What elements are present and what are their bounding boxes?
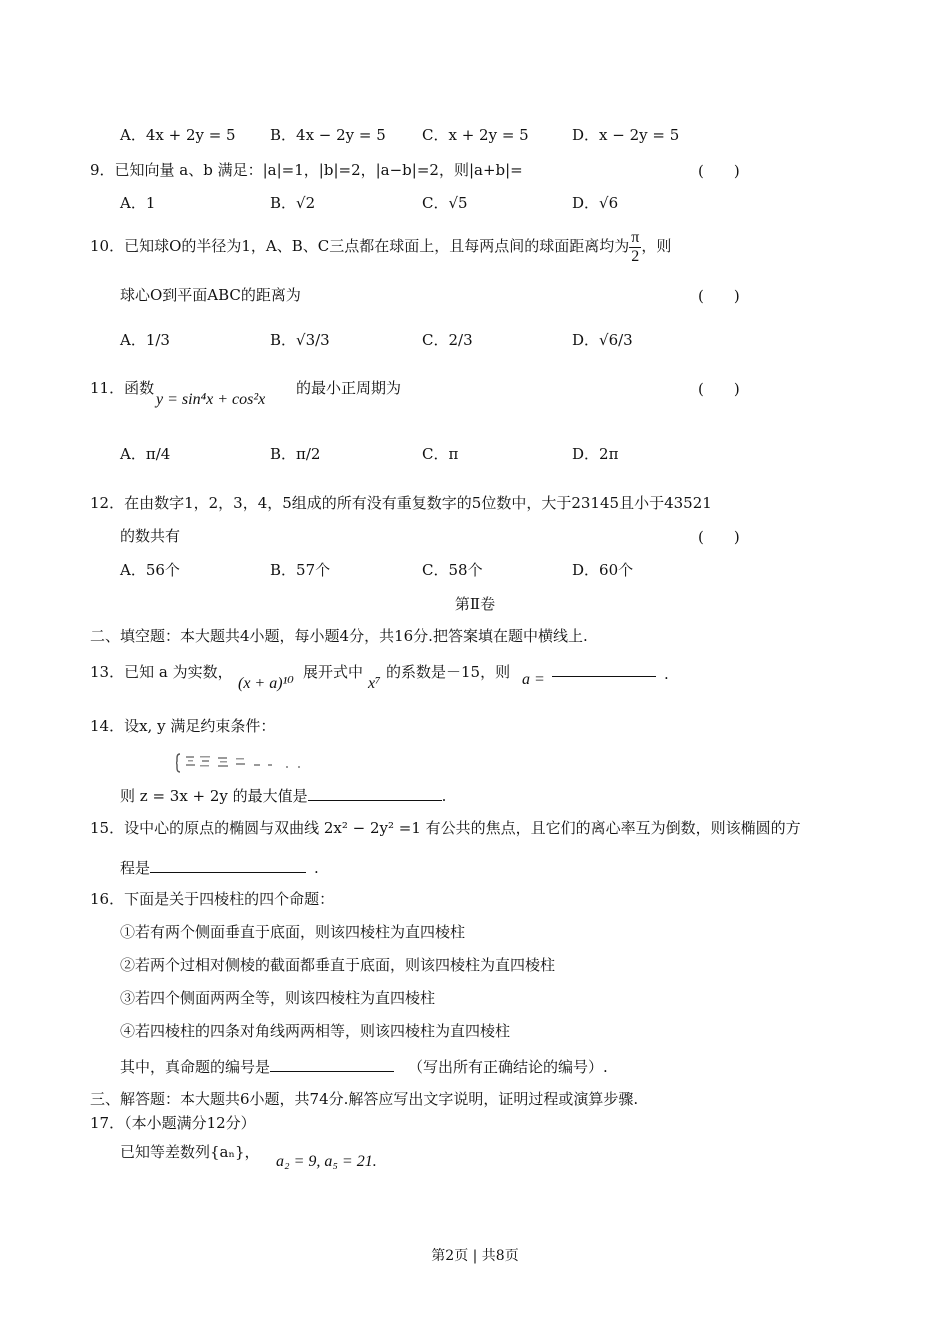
q8-option-c: C．x + 2y = 5	[422, 126, 529, 144]
q10-option-c: C．2/3	[422, 331, 473, 349]
q13-end: .	[664, 665, 669, 683]
q9-option-a: A．1	[120, 194, 156, 212]
q9-option-d: D．√6	[572, 194, 619, 212]
q17-title: 17．（本小题满分12分）	[90, 1114, 256, 1132]
q12-option-c: C．58个	[422, 561, 483, 579]
q11-stem-pre: 11．函数	[90, 379, 155, 397]
q8-option-b: B．4x − 2y = 5	[270, 126, 386, 144]
q10-option-d: D．√6/3	[572, 331, 633, 349]
q13-stem-post: 的系数是－15，则	[386, 663, 511, 681]
solve-header: 三、解答题：本大题共6小题，共74分.解答应写出文字说明，证明过程或演算步骤.	[90, 1090, 639, 1108]
q16-stem: 16．下面是关于四棱柱的四个命题：	[90, 890, 335, 908]
q9-option-c: C．√5	[422, 194, 468, 212]
q17-stem: 已知等差数列{aₙ}，	[120, 1143, 260, 1161]
q15-stem-line1: 15．设中心的原点的椭圆与双曲线 2x² − 2y² =1 有公共的焦点，且它们的离心率互为倒数，则该椭圆的方	[90, 819, 801, 837]
q16-item-4: ④若四棱柱的四条对角线两两相等，则该四棱柱为直四棱柱	[120, 1022, 511, 1040]
q9-stem: 9．已知向量 a、b 满足：|a|=1，|b|=2，|a−b|=2，则|a+b|=	[90, 161, 523, 179]
section-title: 第Ⅱ卷	[454, 595, 496, 613]
q11-formula: y = sin⁴x + cos²x	[156, 391, 266, 408]
q12-option-b: B．57个	[270, 561, 331, 579]
page-footer: 第2页 | 共8页	[431, 1248, 519, 1264]
q9-option-b: B．√2	[270, 194, 316, 212]
q16-item-1: ①若有两个侧面垂直于底面，则该四棱柱为直四棱柱	[120, 923, 466, 941]
q11-option-a: A．π/4	[120, 445, 171, 463]
q12-option-d: D．60个	[572, 561, 634, 579]
q8-option-a: A．4x + 2y = 5	[120, 126, 236, 144]
fill-in-header: 二、填空题：本大题共4小题，每小题4分，共16分.把答案填在题中横线上.	[90, 627, 588, 645]
q10-fraction: $\frac{\pi}{2}$	[631, 228, 640, 265]
q16-item-3: ③若四个侧面两两全等，则该四棱柱为直四棱柱	[120, 989, 436, 1007]
q10-stem-line1: 10．已知球O的半径为1，A、B、C三点都在球面上，且每两点间的球面距离均为 $\frac{\pi}{2}$ ，则	[90, 228, 672, 265]
q16-answer-line: 其中，真命题的编号是 （写出所有正确结论的编号）.	[120, 1055, 608, 1077]
q11-option-b: B．π/2	[270, 445, 321, 463]
q12-answer-paren: ( )	[698, 528, 740, 546]
q11-stem-post: 的最小正周期为	[296, 379, 402, 397]
q10-answer-paren: ( )	[698, 287, 740, 305]
q16-item-2: ②若两个过相对侧棱的截面都垂直于底面，则该四棱柱为直四棱柱	[120, 956, 556, 974]
q12-stem-line2: 的数共有	[120, 527, 181, 545]
q9-answer-paren: ( )	[698, 162, 740, 180]
q13-expression: (x + a)¹⁰	[238, 675, 294, 692]
q11-option-d: D．2π	[572, 445, 619, 463]
constraint-system-image	[176, 752, 326, 774]
q10-stem-line2: 球心O到平面ABC的距离为	[120, 286, 301, 304]
q12-stem-line1: 12．在由数字1，2，3，4，5组成的所有没有重复数字的5位数中，大于23145且小于43521	[90, 494, 712, 512]
q11-option-c: C．π	[422, 445, 459, 463]
q13-term: x⁷	[368, 675, 381, 692]
q11-answer-paren: ( )	[698, 380, 740, 398]
q13-stem-pre: 13．已知 a 为实数，	[90, 663, 233, 681]
q10-option-b: B．√3/3	[270, 331, 330, 349]
q13-answer-label: a =	[522, 671, 545, 688]
q10-option-a: A．1/3	[120, 331, 170, 349]
q12-option-a: A．56个	[120, 561, 180, 579]
q15-stem-line2: 程是 .	[120, 856, 319, 878]
q17-given: a₂ = 9, a₅ = 21.	[276, 1153, 377, 1170]
q8-option-d: D．x − 2y = 5	[572, 126, 680, 144]
q13-stem-mid: 展开式中	[303, 663, 364, 681]
q13-answer-blank	[552, 660, 656, 682]
q14-stem: 14．设x, y 满足约束条件：	[90, 717, 276, 735]
q14-line2: 则 z = 3x + 2y 的最大值是 .	[120, 784, 446, 806]
